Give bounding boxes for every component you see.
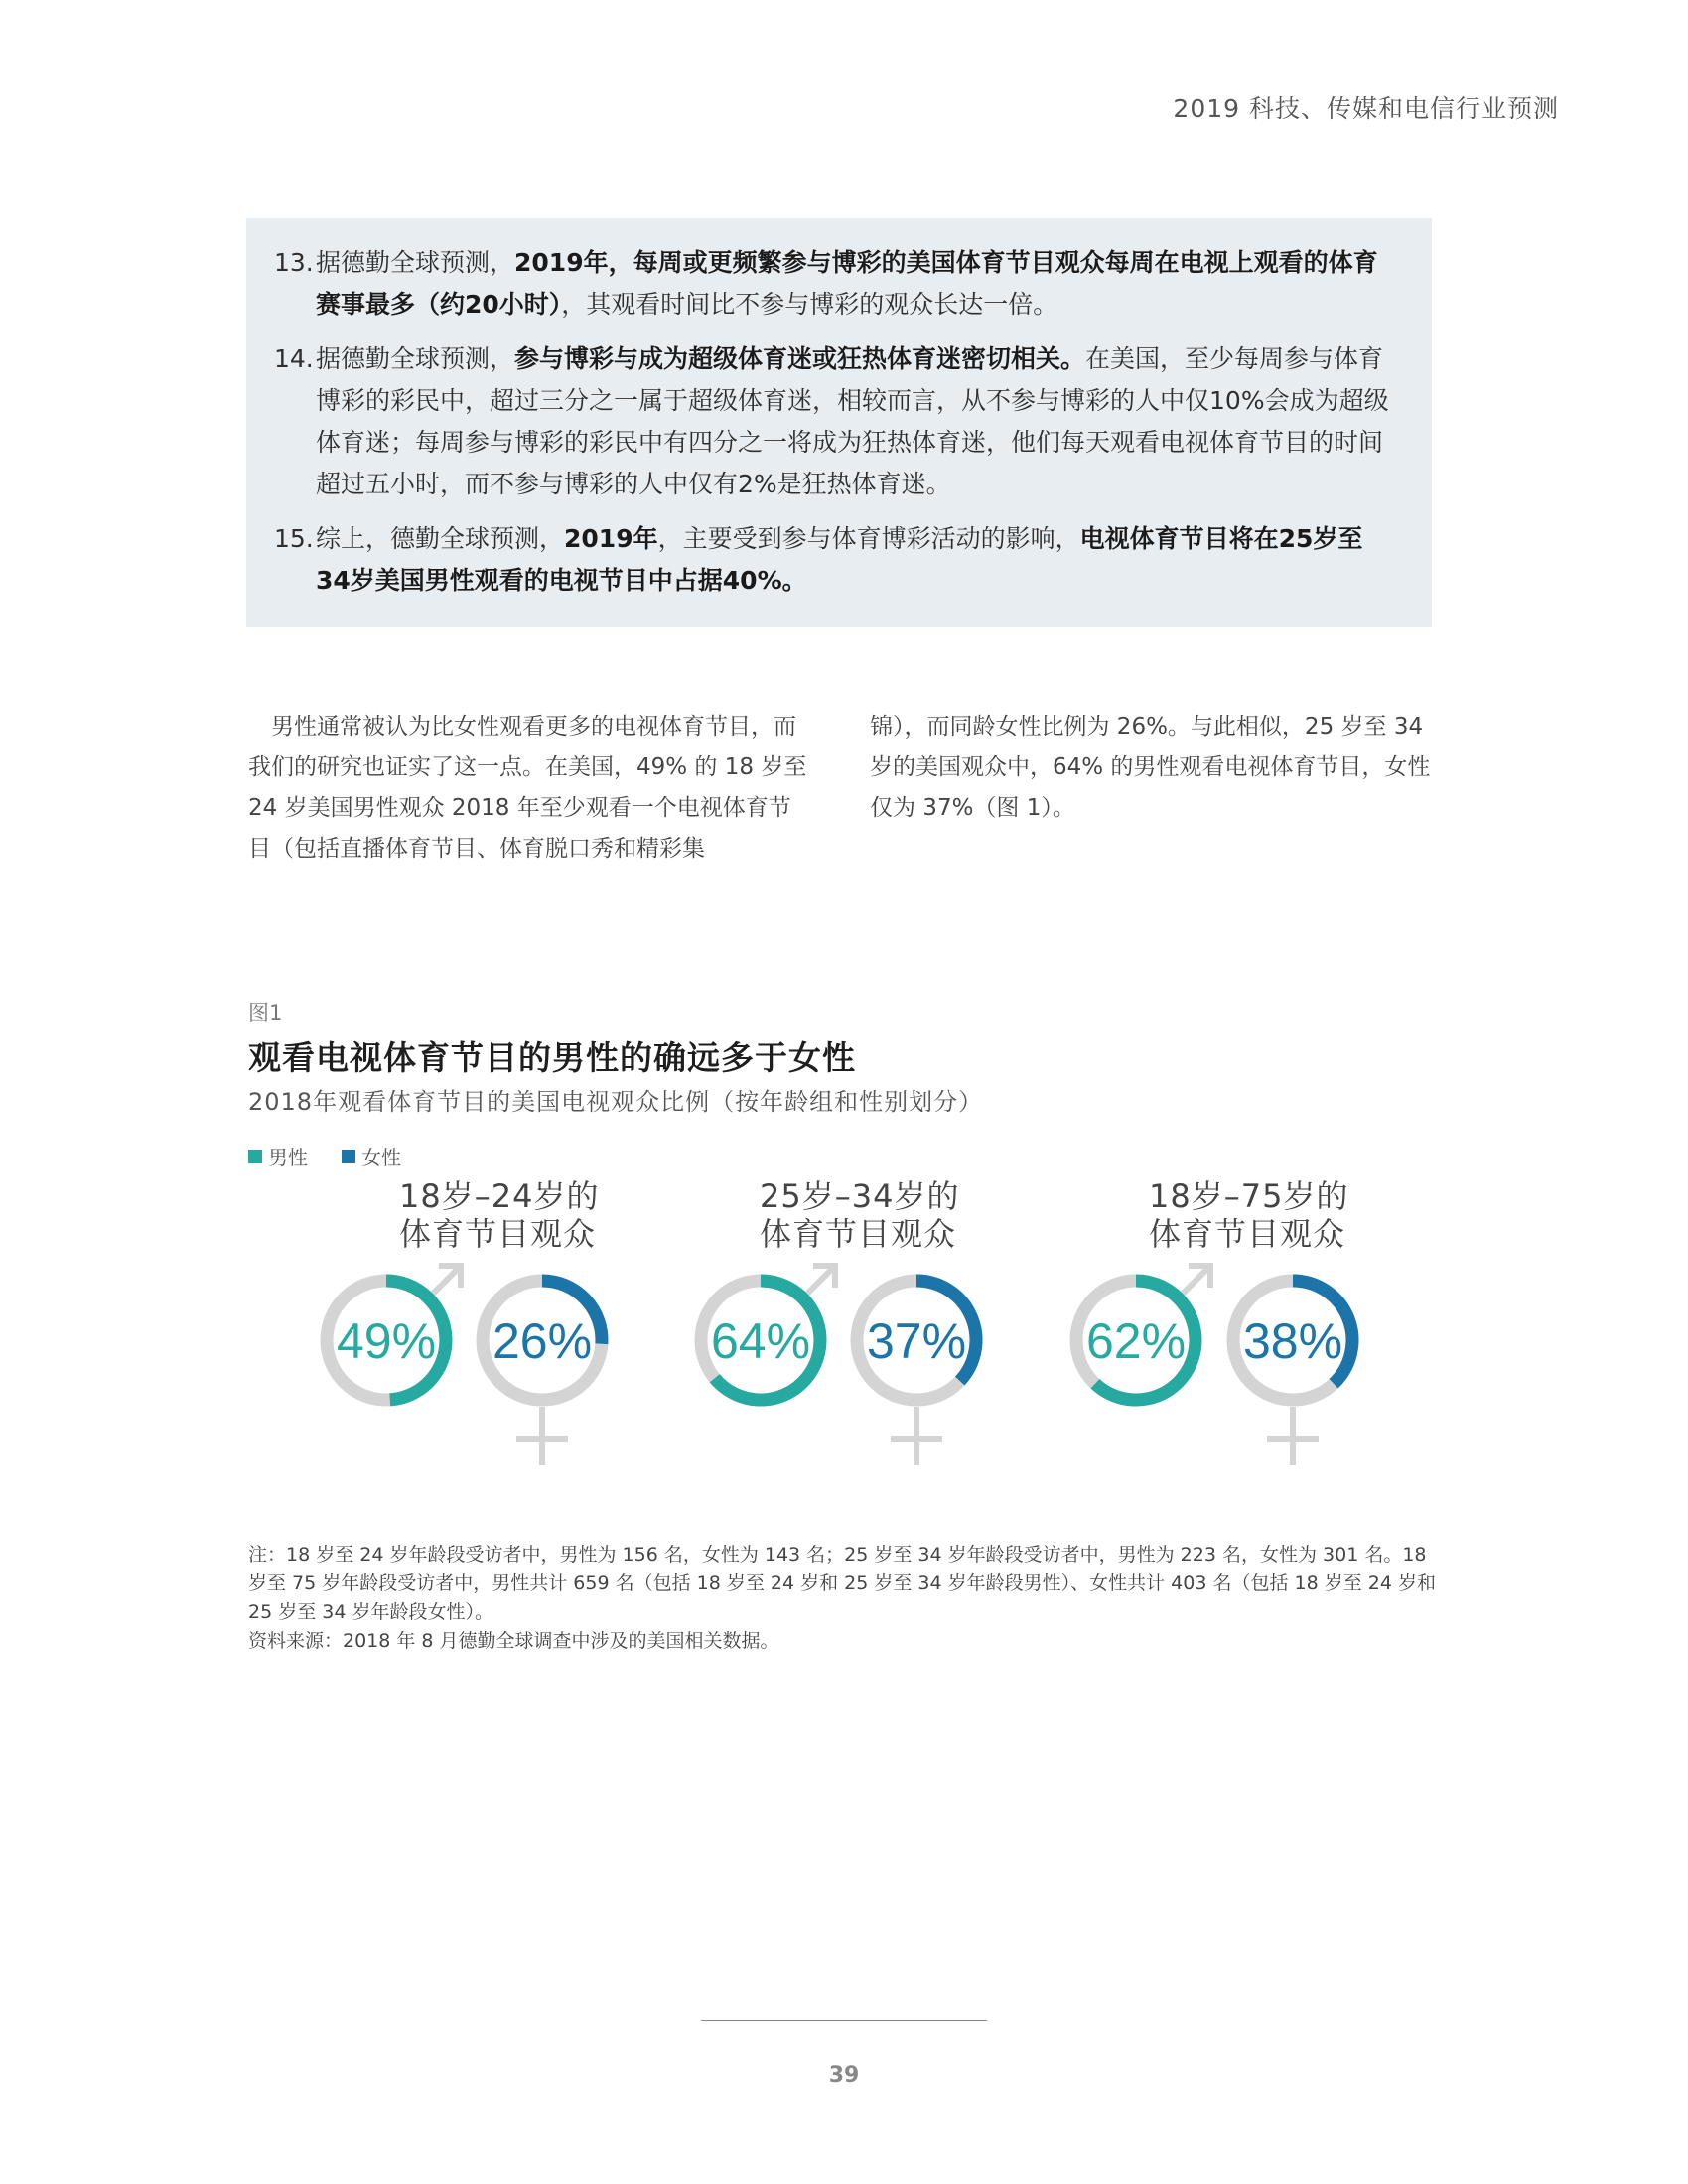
callout-bold-run: 2019年，每周或更频繁参与博彩的美国体育节目观众每周在电视上观看的体育赛事最多（约20小时） bbox=[316, 248, 1378, 319]
donut-track-male-18-24 bbox=[327, 1281, 446, 1400]
callout-text-run: 据德勤全球预测， bbox=[316, 248, 515, 277]
callout-bold-run: 2019年 bbox=[564, 524, 658, 553]
group-label-25-34 bbox=[760, 1177, 1018, 1253]
group-label-25-34-line1: 25岁–34岁的 bbox=[760, 1177, 960, 1215]
donut-track-male-18-75 bbox=[1076, 1281, 1196, 1400]
callout-text-run: ，其观看时间比不参与博彩的观众长达一倍。 bbox=[561, 290, 1058, 319]
legend-label-female: 女性 bbox=[361, 1146, 401, 1169]
group-label-18-24 bbox=[399, 1177, 657, 1253]
donut-track-female-25-34 bbox=[857, 1281, 976, 1400]
figure-subtitle: 2018年观看体育节目的美国电视观众比例（按年龄组和性别划分） bbox=[248, 1088, 984, 1116]
donut-arc-female-25-34 bbox=[916, 1281, 976, 1381]
donut-value-male-18-24: 49% bbox=[336, 1313, 437, 1369]
body-text-right-column: 锦），而同龄女性比例为 26%。与此相似，25 岁至 34 岁的美国观众中，64% 的男性观看电视体育节目，女性仅为 37%（图 1）。 bbox=[870, 714, 1431, 821]
donut-track-female-18-24 bbox=[483, 1281, 602, 1400]
donut-value-male-25-34: 64% bbox=[710, 1313, 811, 1369]
donut-value-female-18-75: 38% bbox=[1242, 1313, 1343, 1369]
male-symbol-icon bbox=[433, 1266, 461, 1294]
footer-divider bbox=[701, 2020, 987, 2021]
page-number: 39 bbox=[828, 2063, 860, 2088]
donut-value-female-25-34: 37% bbox=[866, 1313, 967, 1369]
donut-value-female-18-24: 26% bbox=[492, 1313, 593, 1369]
donut-track-male-25-34 bbox=[701, 1281, 820, 1400]
callout-item-number: 13. bbox=[274, 248, 314, 277]
donut-arc-female-18-24 bbox=[542, 1281, 602, 1344]
donut-arc-male-18-24 bbox=[386, 1281, 446, 1400]
figure-note-text: 注：18 岁至 24 岁年龄段受访者中，男性为 156 名，女性为 143 名；25 岁至 34 岁年龄段受访者中，男性为 223 名，女性为 301 名。18 岁至 75 岁年龄段受访者中，男性共计 659 名（包括 18 岁至 24 岁和 25 岁至 34 岁年龄段男性）、女性共计 403 名（包括 18 岁至 24 岁和 25 岁至 34 岁年龄段女性）。 bbox=[248, 1544, 1436, 1623]
donut-arc-male-25-34 bbox=[715, 1281, 820, 1400]
callout-item-2 bbox=[274, 339, 1392, 505]
callout-item-text bbox=[316, 518, 1392, 602]
callout-bold-run: 参与博彩与成为超级体育迷或狂热体育迷密切相关。 bbox=[514, 344, 1086, 373]
figure-notes bbox=[248, 1541, 1440, 1656]
callout-text-run: 综上，德勤全球预测， bbox=[316, 524, 565, 553]
female-symbol-icon bbox=[516, 1407, 568, 1465]
group-label-25-34-line2: 体育节目观众 bbox=[760, 1215, 957, 1253]
female-symbol-icon bbox=[891, 1407, 942, 1465]
prediction-callout-box bbox=[246, 218, 1432, 627]
group-label-18-24-line1: 18岁–24岁的 bbox=[399, 1177, 600, 1215]
callout-item-text bbox=[316, 242, 1392, 326]
legend-label-male: 男性 bbox=[268, 1146, 308, 1169]
group-label-18-75-line1: 18岁–75岁的 bbox=[1149, 1177, 1349, 1215]
female-symbol-icon bbox=[1267, 1407, 1319, 1465]
male-symbol-icon bbox=[1183, 1266, 1210, 1294]
male-symbol-icon bbox=[807, 1266, 835, 1294]
callout-text-run: 在美国，至少每周参与体育博彩的彩民中，超过三分之一属于超级体育迷，相较而言，从不参与博彩的人中仅10%会成为超级体育迷；每周参与博彩的彩民中有四分之一将成为狂热体育迷，他们每天观看电视体育节目的时间超过五小时，而不参与博彩的人中仅有2%是狂热体育迷。 bbox=[316, 344, 1389, 498]
legend-swatch-male bbox=[248, 1150, 262, 1163]
callout-item-number: 15. bbox=[274, 524, 314, 553]
callout-bold-run: 电视体育节目将在25岁至34岁美国男性观看的电视节目中占据40%。 bbox=[316, 524, 1363, 595]
figure-label: 图1 bbox=[248, 1001, 283, 1024]
figure-title: 观看电视体育节目的男性的确远多于女性 bbox=[248, 1038, 856, 1077]
group-label-18-24-line2: 体育节目观众 bbox=[399, 1215, 597, 1253]
donut-value-male-18-75: 62% bbox=[1085, 1313, 1187, 1369]
callout-item-text bbox=[316, 339, 1392, 505]
legend-item-male bbox=[248, 1142, 308, 1170]
callout-text-run: 据德勤全球预测， bbox=[316, 344, 515, 373]
callout-text-run: ，主要受到参与体育博彩活动的影响， bbox=[657, 524, 1080, 553]
donut-arc-male-18-75 bbox=[1095, 1281, 1196, 1400]
donut-track-female-18-75 bbox=[1233, 1281, 1352, 1400]
legend-swatch-female bbox=[342, 1150, 355, 1163]
report-header-title: 2019 科技、传媒和电信行业预测 bbox=[1173, 94, 1559, 123]
legend-item-female bbox=[342, 1142, 401, 1170]
donut-arc-female-18-75 bbox=[1293, 1281, 1352, 1384]
chart-legend bbox=[248, 1142, 401, 1170]
group-label-18-75 bbox=[1149, 1177, 1407, 1253]
callout-item-number: 14. bbox=[274, 344, 314, 373]
figure-source-text: 资料来源：2018 年 8 月德勤全球调查中涉及的美国相关数据。 bbox=[248, 1630, 779, 1652]
body-text-left-column: 男性通常被认为比女性观看更多的电视体育节目，而我们的研究也证实了这一点。在美国，49% 的 18 岁至 24 岁美国男性观众 2018 年至少观看一个电视体育节目（包括直播体育节目、体育脱口秀和精彩集 bbox=[248, 714, 807, 862]
callout-item-1 bbox=[274, 242, 1392, 326]
callout-item-3 bbox=[274, 518, 1392, 602]
group-label-18-75-line2: 体育节目观众 bbox=[1149, 1215, 1346, 1253]
